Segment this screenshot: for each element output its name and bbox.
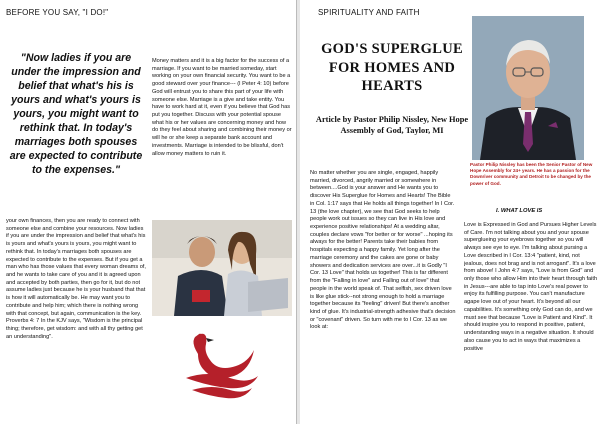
pastor-photo-caption: Pastor Philip Nissley has been the Senior Pastor of New Hope Assembly for 24+ years. He has a passion for the Downriver community and Detroit to be changed by the power of God. bbox=[470, 162, 593, 186]
right-page-column-left: No matter whether you are single, engaged, happily married, divorced, angrily married or somewhere in between....God is your answer and He wants you to discover His Superglue for Homes and Hearts! The Bible in Col. 1:17 says that He holds all things together! In I Cor. 13 (the love chapter), we see that God seeks to help people work out issues so they can live in His love and experience positive relationships! At a wedding altar, couples declare vows "for better or for worse" ...hoping its always for the better! Parents take their babies from hospitals expecting a happy family. Yet long after the marriage ceremony and the cakes are gone or baby showers and dedication services are over...it is Godly "I Cor. 13 Love" that holds us together! This is far different from the "Falling in love" and Falling out of love" that people in the world speak of. That selfish, sex driven love is like glue stick--not strong enough to hold a marriage together because its "feeling" driven! But there's another kind of glue. It's industrial-strength adhesive that's decision or "covenant" driven. So turn with me to I Cor. 13 as we look at: bbox=[310, 170, 456, 331]
swan-logo bbox=[178, 326, 262, 406]
right-page bbox=[300, 0, 600, 424]
right-page-column-right: Love is Expressed in God and Pursues Higher Levels of Care. I'm not talking about you and your spouse superglueing your eyebrows together so you will always see eye to eye. I'm talking about pursing a Love described in I Cor. 13:4 "patient, kind, not jealous, does not brag and is not arrogant". It's a love from above! I John 4:7 says, "Love is from God" and only those who allow Him into their heart through faith in Jesus---are able to tap into Love's real power to enjoy its fulfilling purpose. You can't manufacture agape love out of your heart. It's beyond all our capabilities. It's something only God can do, and we must see that because "Love is Patient and Kind". It should inspire you to respond in positive, patient, understanding ways in a negative situation. It should also cause you to act in ways that maximizes a positive bbox=[464, 222, 598, 352]
left-page bbox=[0, 0, 297, 424]
article-title: GOD'S SUPERGLUE FOR HOMES AND HEARTS bbox=[321, 41, 463, 95]
section-heading: I. WHAT LOVE IS bbox=[496, 208, 543, 214]
article-byline: Article by Pastor Philip Nissley, New Hope Assembly of God, Taylor, MI bbox=[315, 115, 469, 136]
left-page-column-left: your own finances, then you are ready to connect with someone else and combine your resources. Now ladies if you are under the impression and belief that what's his is yours and what's yours is yours, you might want to rethink that. In today's marriages both spouses are expected to contribute to the expenses. But if you get a man who has those values that every woman dreams of, and he wants to take care of you and it is agreed upon and accepted by both parties, then go for it, but do not assume ladies just because he is your husband that that is how it will automatically be. He may want you to contribute and help him; which there is nothing wrong with that concept, but again, communication is the key. Proverbs 4: 7 In the KJV says, "Wisdom is the principal thing; therefore, get wisdom: and with all thy getting get an understanding". bbox=[6, 218, 146, 340]
right-page-header: SPIRITUALITY AND FAITH bbox=[318, 8, 420, 17]
pastor-photo bbox=[472, 16, 584, 160]
left-page-column-right: Money matters and it is a big factor for the success of a marriage. If you want to be married someday, start working on your own financial security. You want to be a good steward over your finance--- (I Peter 4: 10) before God will entrust you to share this part of your life with someone else. Marriage is a give and take entity. You have to work hard at it, even if you believe that God has put you together. Discuss with your potential spouse what his or her values are concerning money and how do they feel about sharing and combining their money or will he or she keep a separate bank account and investments. Marriage is intended to be blissful, don't allow money matters to ruin it. bbox=[152, 58, 292, 157]
couple-photo bbox=[152, 220, 292, 316]
pull-quote: "Now ladies if you are under the impression and belief that what's his is yours and what's yours is yours, you might want to rethink that. In today's marriages both spouses are expected to contribute to the expenses." bbox=[9, 52, 143, 176]
left-page-header: BEFORE YOU SAY, "I DO!" bbox=[6, 8, 109, 17]
